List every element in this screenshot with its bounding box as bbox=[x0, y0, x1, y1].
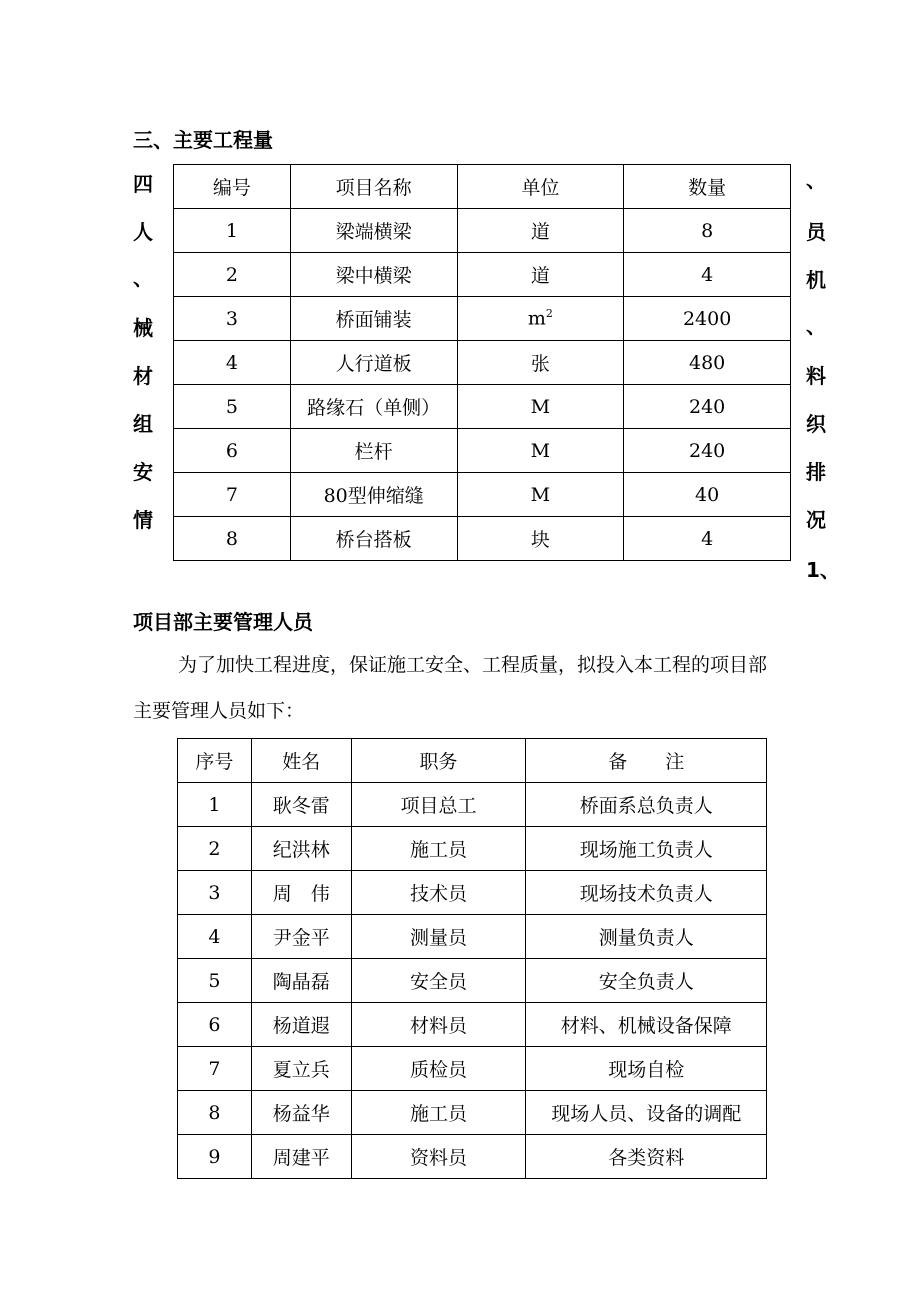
header-cell: 编号 bbox=[174, 165, 291, 209]
table-cell: 技术员 bbox=[351, 871, 526, 915]
table-cell: 纪洪林 bbox=[251, 827, 351, 871]
table-cell: 2 bbox=[178, 827, 252, 871]
table-header-row bbox=[178, 739, 767, 783]
table-cell: 现场技术负责人 bbox=[526, 871, 767, 915]
table-cell: 7 bbox=[178, 1047, 252, 1091]
table-cell: 80型伸缩缝 bbox=[290, 473, 457, 517]
left-char: 组 bbox=[133, 412, 153, 436]
table-cell: 梁中横梁 bbox=[290, 253, 457, 297]
table-cell: 路缘石（单侧） bbox=[290, 385, 457, 429]
table-cell: M bbox=[457, 429, 624, 473]
table-cell: 测量负责人 bbox=[526, 915, 767, 959]
table-row bbox=[178, 915, 767, 959]
section-title: 三、主要工程量 bbox=[133, 128, 273, 152]
left-char: 人 bbox=[133, 220, 153, 244]
table-cell: 栏杆 bbox=[290, 429, 457, 473]
table-cell: 240 bbox=[624, 429, 791, 473]
table-cell: 项目总工 bbox=[351, 783, 526, 827]
intro-line-2: 主要管理人员如下： bbox=[133, 700, 305, 722]
left-char: 情 bbox=[133, 508, 153, 532]
right-char: 员 bbox=[806, 220, 826, 244]
table-cell: 耿冬雷 bbox=[251, 783, 351, 827]
table-row bbox=[178, 1047, 767, 1091]
staff-title: 项目部主要管理人员 bbox=[133, 610, 313, 634]
quantities-table bbox=[173, 164, 791, 561]
left-char: 械 bbox=[133, 316, 153, 340]
table-cell: 施工员 bbox=[351, 1091, 526, 1135]
table-row bbox=[178, 1003, 767, 1047]
right-char: 料 bbox=[806, 364, 826, 388]
table-cell: 3 bbox=[174, 297, 291, 341]
table-cell: 240 bbox=[624, 385, 791, 429]
table-cell: 4 bbox=[178, 915, 252, 959]
table-cell: 8 bbox=[174, 517, 291, 561]
table-cell: 桥面铺装 bbox=[290, 297, 457, 341]
table-cell: 尹金平 bbox=[251, 915, 351, 959]
table-cell: 桥面系总负责人 bbox=[526, 783, 767, 827]
header-cell: 单位 bbox=[457, 165, 624, 209]
table-cell: 5 bbox=[174, 385, 291, 429]
left-char: 安 bbox=[133, 460, 153, 484]
table-cell: M bbox=[457, 385, 624, 429]
unit-superscript: 2 bbox=[545, 307, 553, 321]
table-cell: 2 bbox=[174, 253, 291, 297]
table-cell: 现场人员、设备的调配 bbox=[526, 1091, 767, 1135]
table-row bbox=[174, 429, 791, 473]
table-row bbox=[174, 209, 791, 253]
table-cell: 现场施工负责人 bbox=[526, 827, 767, 871]
table-cell: 张 bbox=[457, 341, 624, 385]
table-cell: 6 bbox=[178, 1003, 252, 1047]
table-row bbox=[174, 253, 791, 297]
right-char: 排 bbox=[806, 460, 826, 484]
header-cell: 备 注 bbox=[526, 739, 767, 783]
table-cell: 8 bbox=[624, 209, 791, 253]
table-cell: 安全负责人 bbox=[526, 959, 767, 1003]
table-cell: 4 bbox=[624, 517, 791, 561]
table-cell: 夏立兵 bbox=[251, 1047, 351, 1091]
header-cell: 序号 bbox=[178, 739, 252, 783]
table-cell: 质检员 bbox=[351, 1047, 526, 1091]
table-row bbox=[174, 341, 791, 385]
right-char: 1、 bbox=[806, 558, 840, 582]
table-cell: 5 bbox=[178, 959, 252, 1003]
right-char: 机 bbox=[806, 268, 826, 292]
table-row bbox=[178, 783, 767, 827]
right-char: 况 bbox=[806, 508, 826, 532]
table-cell: 人行道板 bbox=[290, 341, 457, 385]
table-cell: 6 bbox=[174, 429, 291, 473]
table-row bbox=[174, 385, 791, 429]
table-cell: 各类资料 bbox=[526, 1135, 767, 1179]
table-cell: 道 bbox=[457, 209, 624, 253]
table-cell: 1 bbox=[174, 209, 291, 253]
right-char: 、 bbox=[806, 314, 826, 338]
table-cell: 480 bbox=[624, 341, 791, 385]
header-cell: 数量 bbox=[624, 165, 791, 209]
table-row bbox=[178, 871, 767, 915]
table-row bbox=[178, 959, 767, 1003]
table-cell: 杨道遐 bbox=[251, 1003, 351, 1047]
table-cell: 7 bbox=[174, 473, 291, 517]
table-cell: 道 bbox=[457, 253, 624, 297]
left-char: 四 bbox=[133, 172, 153, 196]
table-cell: 材料、机械设备保障 bbox=[526, 1003, 767, 1047]
table-cell: 8 bbox=[178, 1091, 252, 1135]
table-cell: 资料员 bbox=[351, 1135, 526, 1179]
table-cell bbox=[457, 297, 624, 341]
table-cell: 测量员 bbox=[351, 915, 526, 959]
table-cell: 周 伟 bbox=[251, 871, 351, 915]
table-cell: 4 bbox=[624, 253, 791, 297]
table-row bbox=[178, 1091, 767, 1135]
table-cell: 4 bbox=[174, 341, 291, 385]
table-cell: 施工员 bbox=[351, 827, 526, 871]
table-row bbox=[174, 517, 791, 561]
unit-text: m bbox=[527, 307, 546, 330]
table-cell: 梁端横梁 bbox=[290, 209, 457, 253]
left-char: 、 bbox=[133, 266, 153, 290]
table-row bbox=[174, 473, 791, 517]
staff-table bbox=[177, 738, 767, 1179]
table-cell: 块 bbox=[457, 517, 624, 561]
table-cell: M bbox=[457, 473, 624, 517]
header-cell: 姓名 bbox=[251, 739, 351, 783]
table-cell: 材料员 bbox=[351, 1003, 526, 1047]
table-row bbox=[178, 827, 767, 871]
table-cell: 9 bbox=[178, 1135, 252, 1179]
intro-line-1: 为了加快工程进度，保证施工安全、工程质量，拟投入本工程的项目部 bbox=[178, 654, 768, 676]
right-char: 织 bbox=[806, 412, 826, 436]
table-cell: 桥台搭板 bbox=[290, 517, 457, 561]
table-row bbox=[174, 297, 791, 341]
table-cell: 1 bbox=[178, 783, 252, 827]
table-header-row bbox=[174, 165, 791, 209]
table-cell: 陶晶磊 bbox=[251, 959, 351, 1003]
table-cell: 40 bbox=[624, 473, 791, 517]
table-row bbox=[178, 1135, 767, 1179]
table-cell: 现场自检 bbox=[526, 1047, 767, 1091]
table-cell: 3 bbox=[178, 871, 252, 915]
header-cell: 项目名称 bbox=[290, 165, 457, 209]
table-cell: 周建平 bbox=[251, 1135, 351, 1179]
table-cell: 安全员 bbox=[351, 959, 526, 1003]
right-char: 、 bbox=[806, 168, 826, 192]
table-cell: 杨益华 bbox=[251, 1091, 351, 1135]
header-cell: 职务 bbox=[351, 739, 526, 783]
left-char: 材 bbox=[133, 364, 153, 388]
table-cell: 2400 bbox=[624, 297, 791, 341]
